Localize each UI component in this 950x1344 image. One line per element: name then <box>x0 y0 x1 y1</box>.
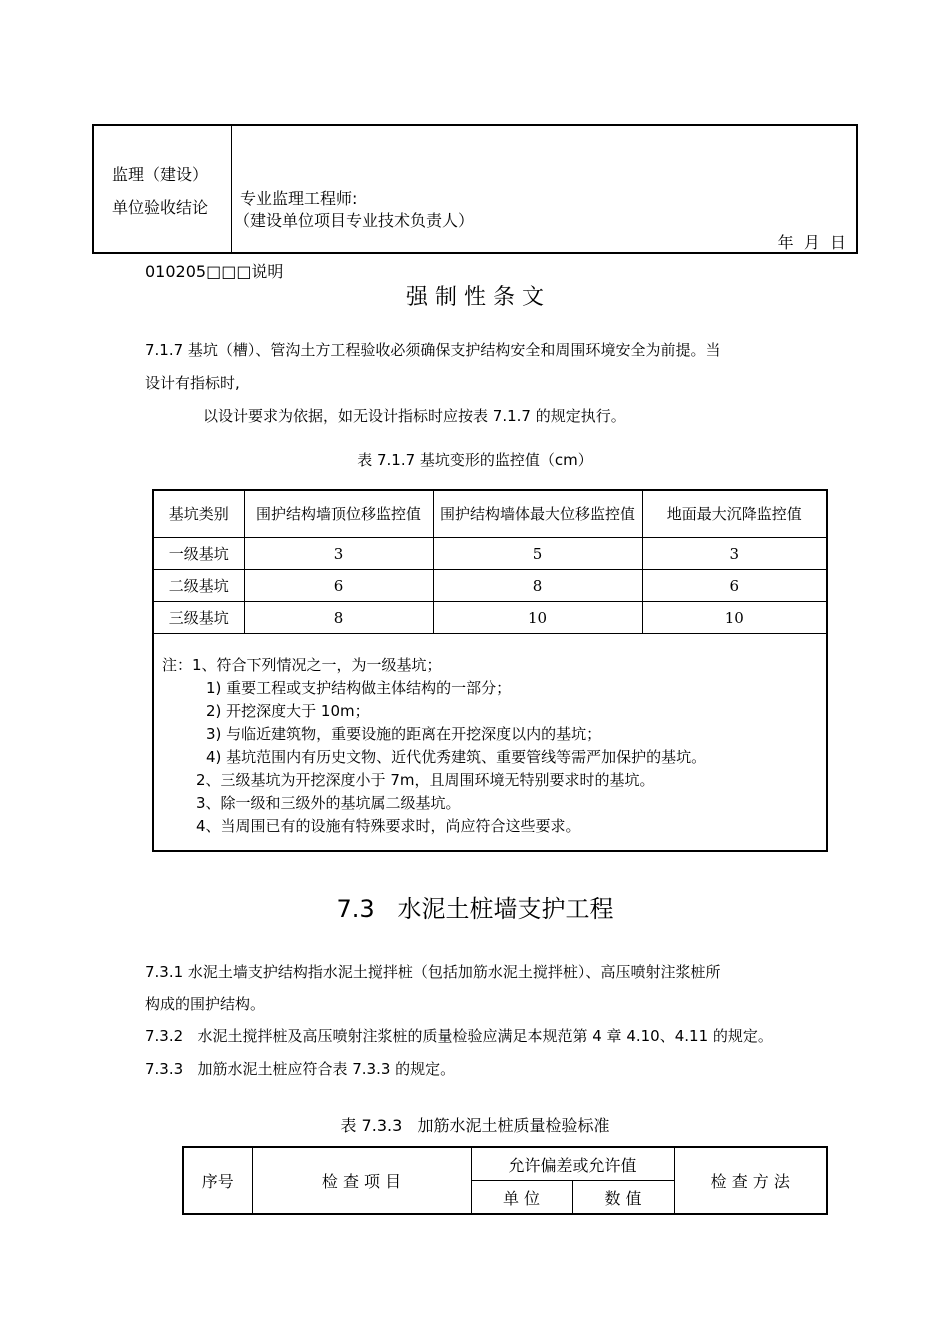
table-733-header-row <box>183 1147 827 1181</box>
table-cell: 8 <box>244 602 433 634</box>
note-line: 1) 重要工程或支护结构做主体结构的一部分； <box>206 679 512 697</box>
table-717-notes <box>153 634 827 852</box>
table-733-header-method: 检 查 方 法 <box>674 1147 827 1214</box>
note-line: 3、除一级和三级外的基坑属二级基坑。 <box>196 794 461 812</box>
page-heading: 强 制 性 条 文 <box>406 285 544 310</box>
signoff-engineer: 专业监理工程师: <box>240 189 358 208</box>
signoff-box <box>92 124 858 254</box>
signoff-label-line1: 监理（建设） <box>112 165 209 184</box>
section-73-title: 7.3 水泥土桩墙支护工程 <box>336 895 614 923</box>
table-733-header-unit: 单 位 <box>471 1181 572 1215</box>
clause-717-line2: 设计有指标时, <box>145 374 240 392</box>
table-row <box>153 602 827 634</box>
clause-731-line2: 构成的围护结构。 <box>145 995 266 1013</box>
note-line: 2、三级基坑为开挖深度小于 7m，且周围环境无特别要求时的基坑。 <box>196 771 655 789</box>
note-line: 3) 与临近建筑物，重要设施的距离在开挖深度以内的基坑； <box>206 725 602 743</box>
table-717-header: 基坑类别 <box>153 490 244 538</box>
signoff-label-line2: 单位验收结论 <box>112 198 209 217</box>
table-cell: 10 <box>642 602 827 634</box>
table-717-header-row <box>153 490 827 538</box>
table-cell: 10 <box>433 602 642 634</box>
clause-717-line1: 7.1.7 基坑（槽）、管沟土方工程验收必须确保支护结构安全和周围环境安全为前提。当 <box>145 341 721 359</box>
table-cell: 8 <box>433 570 642 602</box>
table-733-caption: 表 7.3.3 加筋水泥土桩质量检验标准 <box>340 1116 610 1135</box>
table-cell: 一级基坑 <box>153 538 244 570</box>
clause-731-line1: 7.3.1 水泥土墙支护结构指水泥土搅拌桩（包括加筋水泥土搅拌桩）、高压喷射注浆桩所 <box>145 963 721 981</box>
table-717 <box>152 489 828 852</box>
table-733-header-no: 序号 <box>183 1147 252 1214</box>
table-717-header: 围护结构墙顶位移监控值 <box>244 490 433 538</box>
table-cell: 3 <box>244 538 433 570</box>
table-733-header-tolerance: 允许偏差或允许值 <box>471 1147 674 1181</box>
table-cell: 3 <box>642 538 827 570</box>
table-733-header-item: 检 查 项 目 <box>252 1147 471 1214</box>
signoff-date: 年 月 日 <box>777 233 846 252</box>
table-row <box>153 538 827 570</box>
signoff-engineer-alt: （建设单位项目专业技术负责人） <box>234 211 475 230</box>
table-733 <box>182 1146 828 1215</box>
table-cell: 5 <box>433 538 642 570</box>
table-733-header-value: 数 值 <box>572 1181 674 1215</box>
table-717-header: 地面最大沉降监控值 <box>642 490 827 538</box>
clause-732: 7.3.2 水泥土搅拌桩及高压喷射注浆桩的质量检验应满足本规范第 4 章 4.10、4.11 的规定。 <box>145 1027 773 1045</box>
table-cell: 二级基坑 <box>153 570 244 602</box>
note-line: 2) 开挖深度大于 10m； <box>206 702 370 720</box>
clause-717-line3: 以设计要求为依据，如无设计指标时应按表 7.1.7 的规定执行。 <box>203 407 626 425</box>
table-717-caption: 表 7.1.7 基坑变形的监控值（cm） <box>357 451 593 469</box>
table-717-header: 围护结构墙体最大位移监控值 <box>433 490 642 538</box>
note-line: 注：1、符合下列情况之一，为一级基坑； <box>162 656 442 674</box>
note-code: 010205□□□说明 <box>145 262 284 281</box>
note-line: 4) 基坑范围内有历史文物、近代优秀建筑、重要管线等需严加保护的基坑。 <box>206 748 707 766</box>
table-cell: 6 <box>244 570 433 602</box>
table-cell: 三级基坑 <box>153 602 244 634</box>
table-717-notes-row <box>153 634 827 852</box>
note-line: 4、当周围已有的设施有特殊要求时，尚应符合这些要求。 <box>196 817 581 835</box>
table-row <box>153 570 827 602</box>
clause-733: 7.3.3 加筋水泥土桩应符合表 7.3.3 的规定。 <box>145 1060 456 1078</box>
table-cell: 6 <box>642 570 827 602</box>
signoff-divider <box>231 126 232 252</box>
